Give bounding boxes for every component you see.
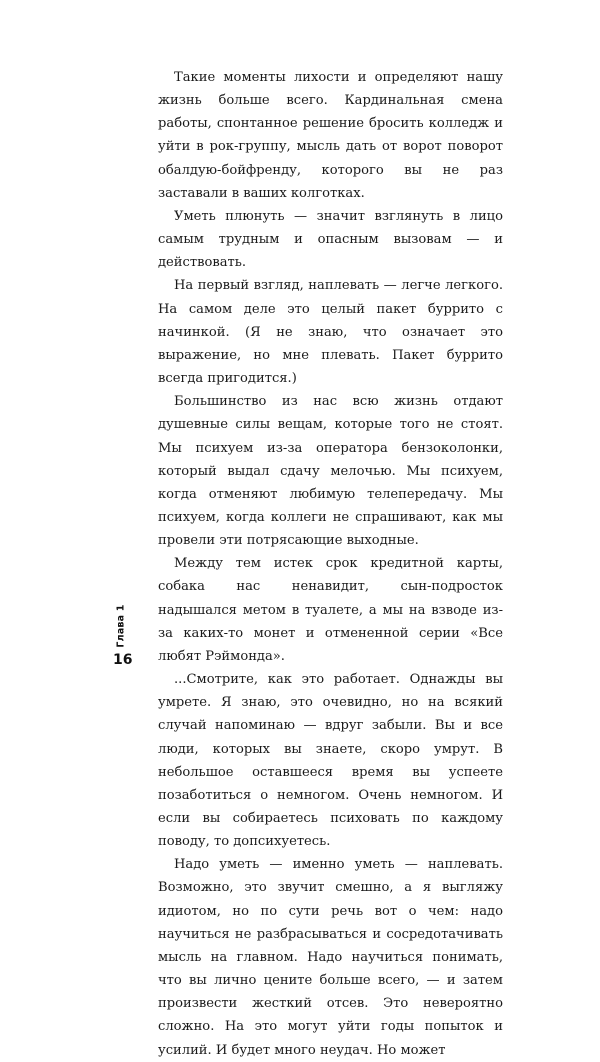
running-head-chapter: Глава 1 <box>115 604 127 648</box>
paragraph-3: На первый взгляд, наплевать — легче легкого. На самом деле это целый пакет буррито с начинкой. (Я не знаю, что означает это выражение, но мне плевать. Пакет буррито всегда пригодится.) <box>158 278 503 387</box>
page-number: 16 <box>113 652 133 668</box>
paragraph-4: Большинство из нас всю жизнь отдают душевные силы вещам, которые того не стоят. Мы психуем из-за оператора бензоколонки, который выдал сдачу мелочью. Мы психуем, когда отменяют любимую телепередачу. Мы психуем, когда коллеги не спрашивают, как мы провели эти потрясающие выходные. <box>158 394 503 549</box>
paragraph-6: ...Смотрите, как это работает. Однажды вы умрете. Я знаю, это очевидно, но на всякий случай напоминаю — вдруг забыли. Вы и все люди, которых вы знаете, скоро умрут. В небольшое оставшееся время вы успеете позаботиться о немногом. Очень немногом. И если вы собираетесь психовать по каждому поводу, то допсихуетесь. <box>158 672 503 850</box>
paragraph-1: Такие моменты лихости и определяют нашу жизнь больше всего. Кардинальная смена работы, спонтанное решение бросить колледж и уйти в рок-группу, мысль дать от ворот поворот обалдую-бойфренду, которого вы не раз заставали в ваших колготках. <box>158 70 503 201</box>
body-text <box>158 66 503 1062</box>
paragraph-5: Между тем истек срок кредитной карты, собака нас ненавидит, сын-подросток надышался метом в туалете, а мы на взводе из-за каких-то монет и отмененной серии «Все любят Рэймонда». <box>158 556 503 664</box>
paragraph-2: Уметь плюнуть — значит взглянуть в лицо самым трудным и опасным вызовам — и действовать. <box>158 208 503 271</box>
paragraph-7: Надо уметь — именно уметь — наплевать. Возможно, это звучит смешно, а я выгляжу идиотом, но по сути речь вот о чем: надо научиться не разбрасываться и сосредотачивать мысль на главном. Надо научиться понимать, что вы лично цените больше всего, — и затем произвести жесткий отсев. Это невероятно сложно. На это могут уйти годы попыток и усилий. И будет много неудач. Но может <box>158 857 503 1058</box>
